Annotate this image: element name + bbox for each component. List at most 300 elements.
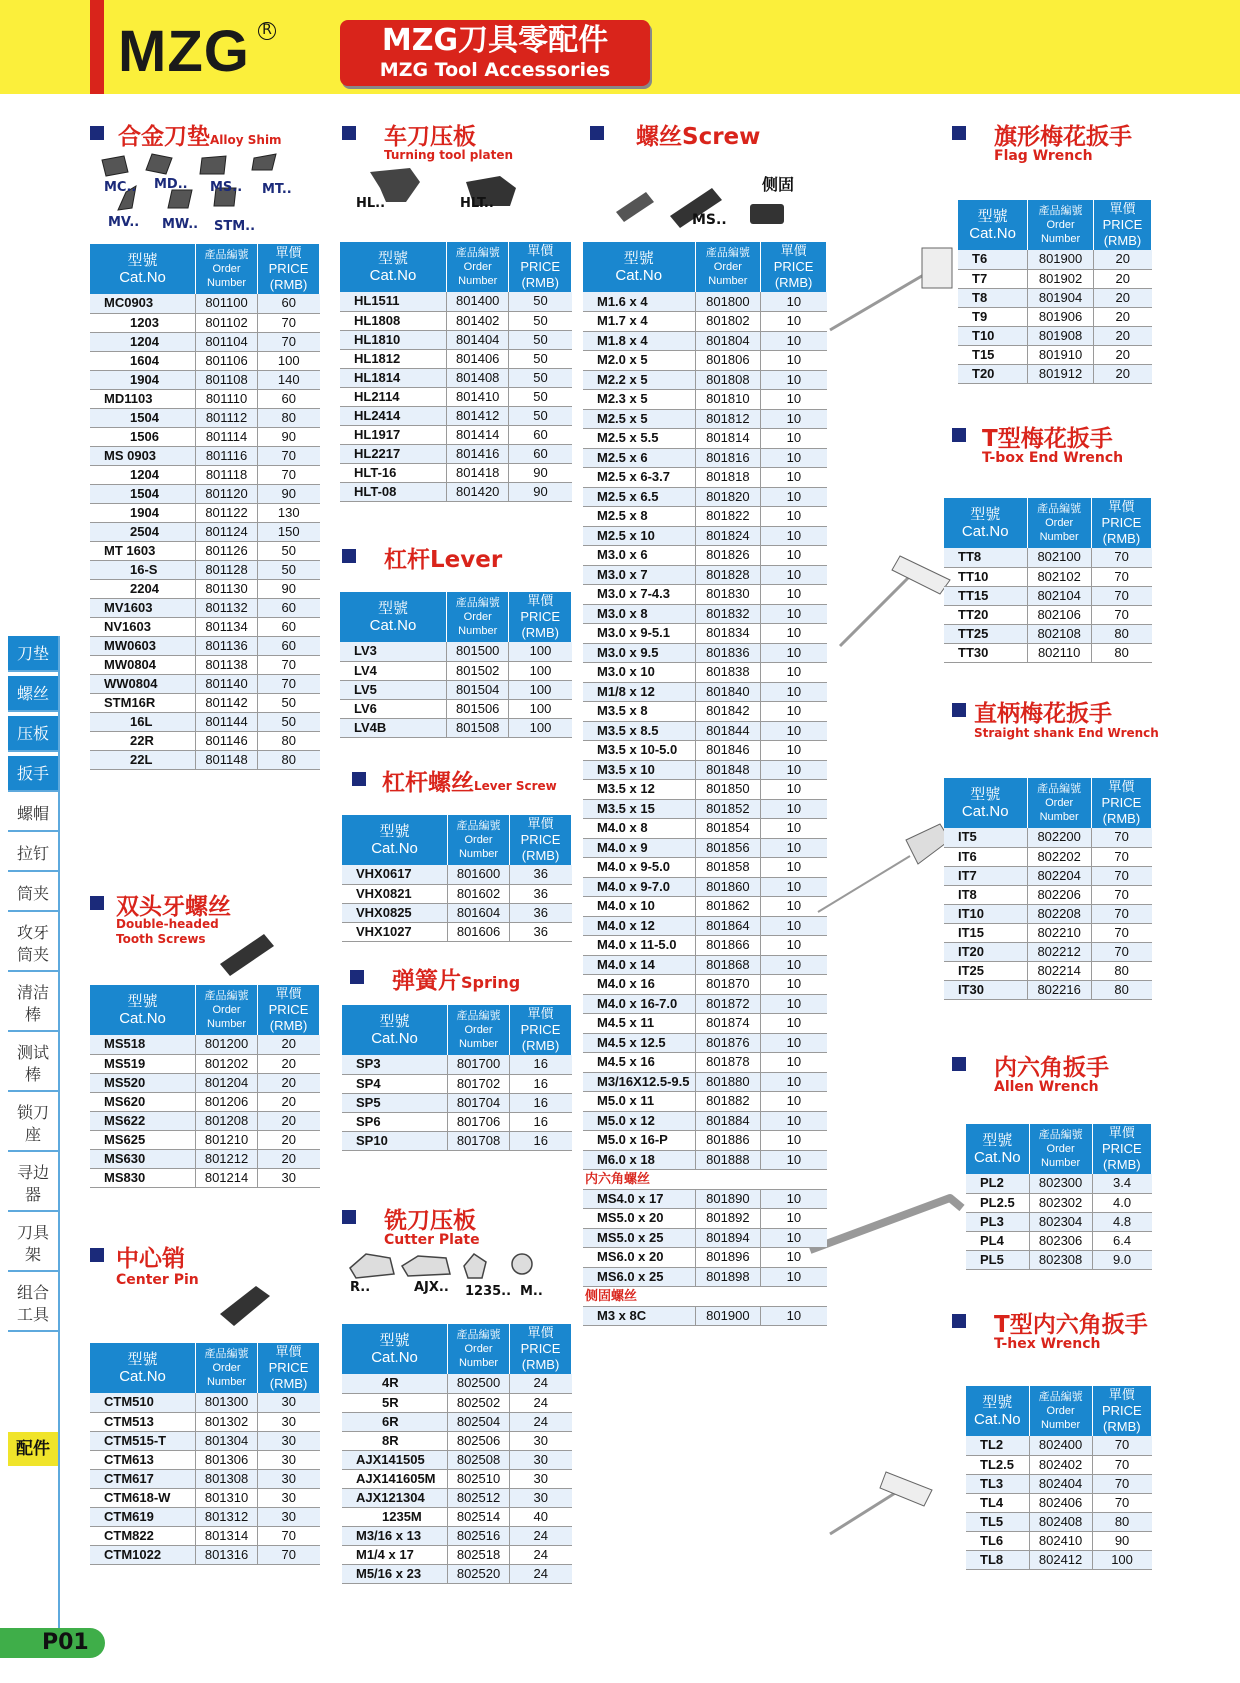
cell-order-number: 801862 <box>695 897 761 917</box>
cell-order-number: 802216 <box>1027 980 1091 999</box>
cell-cat-no: TT15 <box>944 586 1027 605</box>
table-row <box>583 409 827 429</box>
table-row <box>583 1248 827 1268</box>
table-row <box>583 1014 827 1034</box>
cell-cat-no: LV3 <box>340 642 446 661</box>
cell-price: 10 <box>761 916 827 936</box>
cell-cat-no: M3.5 x 12 <box>583 780 695 800</box>
cell-cat-no: 22L <box>90 750 196 769</box>
thex-wrench-image <box>820 1450 960 1540</box>
thex-wrench-table <box>966 1386 1152 1570</box>
cell-cat-no: AJX141505 <box>342 1450 448 1469</box>
cell-cat-no: M2.5 x 5 <box>583 409 695 429</box>
cell-cat-no: HLT-16 <box>340 463 446 482</box>
cell-cat-no: MW0603 <box>90 636 196 655</box>
cell-cat-no: VHX0825 <box>342 903 448 922</box>
cell-cat-no: HL2414 <box>340 406 446 425</box>
table-subheader-row <box>583 1170 827 1190</box>
table-row <box>583 819 827 839</box>
table-row <box>583 1267 827 1287</box>
table-row <box>583 1189 827 1209</box>
sidebar-item[interactable]: 扳手 <box>8 756 58 792</box>
cell-price: 10 <box>761 721 827 741</box>
cell-cat-no: IT15 <box>944 923 1027 942</box>
table-row <box>583 741 827 761</box>
table-row <box>583 799 827 819</box>
table-row <box>583 565 827 585</box>
cell-price: 30 <box>258 1469 320 1488</box>
brand-logo: MZG <box>118 19 250 84</box>
sidebar-item[interactable]: 组合 工具 <box>8 1276 58 1332</box>
cell-order-number: 801410 <box>446 387 509 406</box>
cell-price: 100 <box>509 718 572 737</box>
table-row <box>583 838 827 858</box>
alloy-shim-title-en: Alloy Shim <box>210 133 282 147</box>
cell-price: 10 <box>761 624 827 644</box>
cell-order-number: 801904 <box>1028 288 1094 307</box>
cell-cat-no: MT 1603 <box>90 541 196 560</box>
cell-cat-no: SP6 <box>342 1112 448 1131</box>
table-row <box>340 680 572 699</box>
table-row <box>90 427 320 446</box>
cell-price: 10 <box>761 799 827 819</box>
cell-order-number: 801418 <box>446 463 509 482</box>
section-bullet <box>342 126 356 140</box>
table-header-row <box>340 242 572 292</box>
cell-order-number: 801880 <box>695 1072 761 1092</box>
cell-cat-no: CTM617 <box>90 1469 196 1488</box>
cell-price: 10 <box>761 1209 827 1229</box>
sidebar-item[interactable]: 寻边 器 <box>8 1156 58 1212</box>
cell-price: 10 <box>761 975 827 995</box>
header-cat-no: 型號 Cat.No <box>342 1005 448 1055</box>
cell-cat-no: HL2217 <box>340 444 446 463</box>
cell-order-number: 801502 <box>446 661 509 680</box>
cell-cat-no: SP5 <box>342 1093 448 1112</box>
cell-cat-no: T15 <box>958 345 1028 364</box>
section-bullet <box>952 1314 966 1328</box>
cell-cat-no: CTM619 <box>90 1507 196 1526</box>
table-row <box>944 866 1152 885</box>
cell-order-number: 801888 <box>695 1150 761 1170</box>
cutter-plate-title-cn: 铣刀压板 <box>384 1208 476 1234</box>
cell-price: 70 <box>1091 904 1151 923</box>
table-row <box>342 1374 572 1393</box>
cell-price: 10 <box>761 682 827 702</box>
cell-price: 70 <box>1091 605 1151 624</box>
cell-order-number: 801826 <box>695 546 761 566</box>
tbox-wrench-title-cn: T型梅花扳手 <box>982 426 1113 452</box>
cell-order-number: 801602 <box>448 884 510 903</box>
cell-price: 10 <box>761 1150 827 1170</box>
table-row <box>583 624 827 644</box>
cell-order-number: 802512 <box>448 1488 510 1507</box>
cell-cat-no: AJX121304 <box>342 1488 448 1507</box>
table-row <box>583 877 827 897</box>
cell-cat-no: T7 <box>958 269 1028 288</box>
cell-price: 4.0 <box>1092 1193 1151 1212</box>
cell-order-number: 801102 <box>196 313 258 332</box>
cell-order-number: 802212 <box>1027 942 1091 961</box>
sidebar-item[interactable]: 筒夹 <box>8 876 58 912</box>
sidebar-item[interactable]: 刀具 架 <box>8 1216 58 1272</box>
cell-cat-no: MS5.0 x 20 <box>583 1209 695 1229</box>
center-pin-title-en: Center Pin <box>116 1272 199 1288</box>
cell-cat-no: IT30 <box>944 980 1027 999</box>
cell-order-number: 801906 <box>1028 307 1094 326</box>
table-row <box>90 465 320 484</box>
cell-price: 70 <box>1091 548 1151 567</box>
table-row <box>958 307 1152 326</box>
cell-order-number: 801806 <box>695 351 761 371</box>
cell-price: 24 <box>510 1374 572 1393</box>
cell-price: 10 <box>761 1033 827 1053</box>
cell-cat-no: M3/16 x 13 <box>342 1526 448 1545</box>
cell-order-number: 801110 <box>196 389 258 408</box>
cell-price: 50 <box>258 560 320 579</box>
table-row <box>342 1469 572 1488</box>
cell-price: 10 <box>761 643 827 663</box>
table-row <box>583 604 827 624</box>
cell-price: 70 <box>258 332 320 351</box>
cell-cat-no: MD1103 <box>90 389 196 408</box>
cell-cat-no: M6.0 x 18 <box>583 1150 695 1170</box>
sidebar-item[interactable]: 锁刀 座 <box>8 1096 58 1152</box>
cell-price: 90 <box>258 484 320 503</box>
cell-order-number: 801810 <box>695 390 761 410</box>
cell-cat-no: TL8 <box>966 1550 1029 1569</box>
table-header-row <box>966 1386 1152 1436</box>
cell-price: 90 <box>1092 1531 1151 1550</box>
cell-cat-no: M2.5 x 10 <box>583 526 695 546</box>
cell-order-number: 801140 <box>196 674 258 693</box>
cell-order-number: 801900 <box>695 1306 761 1326</box>
table-row <box>583 526 827 546</box>
cell-order-number: 801126 <box>196 541 258 560</box>
cell-price: 10 <box>761 1072 827 1092</box>
table-row <box>90 1149 320 1168</box>
turning-platen-title-cn: 车刀压板 <box>384 124 476 150</box>
header-cat-no: 型號 Cat.No <box>958 200 1028 250</box>
cell-price: 20 <box>1093 326 1151 345</box>
table-row <box>340 482 572 501</box>
table-row <box>340 368 572 387</box>
cell-price: 10 <box>761 1189 827 1209</box>
cell-order-number: 801314 <box>196 1526 258 1545</box>
cell-order-number: 802210 <box>1027 923 1091 942</box>
cell-price: 10 <box>761 331 827 351</box>
header-order-number: 產品編號 Order Number <box>446 242 509 292</box>
header-order-number: 產品編號 Order Number <box>446 592 509 642</box>
cell-cat-no: M4.5 x 11 <box>583 1014 695 1034</box>
sidebar-item[interactable]: 螺帽 <box>8 796 58 832</box>
table-row <box>583 1131 827 1151</box>
cell-order-number: 801802 <box>695 312 761 332</box>
cell-order-number: 801114 <box>196 427 258 446</box>
cell-cat-no: M4.0 x 16-7.0 <box>583 994 695 1014</box>
table-row <box>966 1550 1152 1569</box>
alloy-shim-table <box>90 244 320 770</box>
tbox-wrench-table <box>944 498 1152 663</box>
cell-price: 90 <box>258 427 320 446</box>
cell-price: 36 <box>510 865 572 884</box>
table-header-row <box>90 244 320 294</box>
table-row <box>583 1306 827 1326</box>
cell-order-number: 801858 <box>695 858 761 878</box>
section-bullet <box>342 1210 356 1224</box>
cell-order-number: 801896 <box>695 1248 761 1268</box>
table-row <box>90 1526 320 1545</box>
cell-price: 70 <box>1091 923 1151 942</box>
cell-cat-no: TL4 <box>966 1493 1029 1512</box>
shim-label-md: MD.. <box>154 177 188 192</box>
shim-label-mt: MT.. <box>262 182 292 197</box>
cell-price: 80 <box>258 750 320 769</box>
cell-price: 40 <box>510 1507 572 1526</box>
cell-cat-no: MS518 <box>90 1035 196 1054</box>
cell-cat-no: SP4 <box>342 1074 448 1093</box>
sidebar-item[interactable]: 刀垫 <box>8 636 58 672</box>
cell-cat-no: LV4B <box>340 718 446 737</box>
table-header-row <box>90 985 320 1035</box>
straight-wrench-table <box>944 778 1152 1000</box>
sidebar-item[interactable]: 拉钉 <box>8 836 58 872</box>
table-row <box>944 904 1152 923</box>
header-order-number: 產品編號 Order Number <box>1028 200 1094 250</box>
cell-price: 60 <box>509 444 572 463</box>
cell-price: 70 <box>1091 828 1151 847</box>
cell-price: 10 <box>761 858 827 878</box>
cell-cat-no: TT10 <box>944 567 1027 586</box>
table-row <box>958 326 1152 345</box>
cell-cat-no: M3.0 x 9.5 <box>583 643 695 663</box>
cell-cat-no: T9 <box>958 307 1028 326</box>
cell-order-number: 801854 <box>695 819 761 839</box>
cell-cat-no: IT10 <box>944 904 1027 923</box>
tbox-wrench-title-en: T-box End Wrench <box>982 450 1124 466</box>
lever-screw-title-cn: 杠杆螺丝 <box>382 770 474 796</box>
table-row <box>583 487 827 507</box>
cell-price: 10 <box>761 585 827 605</box>
cell-order-number: 801812 <box>695 409 761 429</box>
cell-price: 130 <box>258 503 320 522</box>
table-row <box>90 389 320 408</box>
table-row <box>583 507 827 527</box>
cell-price: 80 <box>258 731 320 750</box>
cell-cat-no: MS520 <box>90 1073 196 1092</box>
cell-price: 10 <box>761 292 827 312</box>
cell-price: 10 <box>761 760 827 780</box>
allen-wrench-title-en: Allen Wrench <box>994 1079 1099 1095</box>
table-row <box>90 1507 320 1526</box>
table-row <box>583 292 827 312</box>
table-row <box>90 1450 320 1469</box>
cell-cat-no: MV1603 <box>90 598 196 617</box>
table-row <box>583 682 827 702</box>
sidebar-line <box>58 636 60 1636</box>
cell-order-number: 801214 <box>196 1168 258 1187</box>
table-row <box>90 370 320 389</box>
header-price: 單價 PRICE (RMB) <box>1092 1124 1151 1174</box>
cell-price: 60 <box>509 425 572 444</box>
cell-price: 24 <box>510 1526 572 1545</box>
table-row <box>342 1431 572 1450</box>
cell-cat-no: HL1808 <box>340 311 446 330</box>
lever-table <box>340 592 572 738</box>
cell-order-number: 801820 <box>695 487 761 507</box>
cell-order-number: 802404 <box>1029 1474 1092 1493</box>
sidebar-item[interactable]: 攻牙 筒夹 <box>8 916 58 972</box>
subheader-hex-screw: 内六角螺丝 <box>583 1170 827 1190</box>
cell-order-number: 801828 <box>695 565 761 585</box>
cell-order-number: 802202 <box>1027 847 1091 866</box>
cell-cat-no: LV5 <box>340 680 446 699</box>
table-row <box>342 1545 572 1564</box>
table-row <box>966 1493 1152 1512</box>
screw-label-ms: MS.. <box>692 212 727 228</box>
cell-cat-no: 1204 <box>90 465 196 484</box>
table-row <box>583 975 827 995</box>
table-row <box>342 1507 572 1526</box>
table-row <box>90 1054 320 1073</box>
table-row <box>583 1033 827 1053</box>
section-title-spring <box>392 962 520 995</box>
cell-order-number: 801834 <box>695 624 761 644</box>
table-row <box>90 655 320 674</box>
cutter-plate-title-en: Cutter Plate <box>384 1232 480 1248</box>
spring-table <box>342 1005 572 1151</box>
section-bullet <box>342 549 356 563</box>
table-row <box>90 617 320 636</box>
cell-price: 10 <box>761 312 827 332</box>
cell-cat-no: CTM515-T <box>90 1431 196 1450</box>
cell-order-number: 801842 <box>695 702 761 722</box>
cell-order-number: 801414 <box>446 425 509 444</box>
header-order-number: 產品編號 Order Number <box>196 1343 258 1393</box>
table-row <box>583 351 827 371</box>
cell-order-number: 801886 <box>695 1131 761 1151</box>
cell-order-number: 801866 <box>695 936 761 956</box>
cell-cat-no: T10 <box>958 326 1028 345</box>
cell-cat-no: HL1917 <box>340 425 446 444</box>
sidebar-item[interactable]: 测试 棒 <box>8 1036 58 1092</box>
turning-platen-image <box>350 162 530 222</box>
table-row <box>958 288 1152 307</box>
cell-price: 90 <box>509 463 572 482</box>
header-cat-no: 型號 Cat.No <box>583 242 695 292</box>
header-price: 單價 PRICE (RMB) <box>510 1324 572 1374</box>
sidebar-item-active[interactable]: 配件 <box>8 1432 58 1466</box>
section-title-alloy-shim <box>118 118 282 151</box>
cell-price: 50 <box>509 292 572 311</box>
table-row <box>90 294 320 313</box>
cell-order-number: 801130 <box>196 579 258 598</box>
sidebar-item[interactable]: 螺丝 <box>8 676 58 712</box>
cell-cat-no: VHX1027 <box>342 922 448 941</box>
cell-price: 10 <box>761 663 827 683</box>
cell-price: 10 <box>761 565 827 585</box>
section-bullet <box>90 896 104 910</box>
cell-price: 70 <box>258 674 320 693</box>
cell-order-number: 802520 <box>448 1564 510 1583</box>
header-price: 單價 PRICE (RMB) <box>1093 200 1151 250</box>
cell-cat-no: LV6 <box>340 699 446 718</box>
cell-cat-no: MS625 <box>90 1130 196 1149</box>
flag-wrench-image <box>820 240 960 340</box>
cell-price: 70 <box>1091 847 1151 866</box>
cell-order-number: 801882 <box>695 1092 761 1112</box>
table-row <box>583 448 827 468</box>
cell-order-number: 801852 <box>695 799 761 819</box>
cell-price: 50 <box>509 406 572 425</box>
cell-order-number: 801300 <box>196 1393 258 1412</box>
cell-order-number: 801206 <box>196 1092 258 1111</box>
cell-order-number: 801400 <box>446 292 509 311</box>
table-header-row <box>583 242 827 292</box>
cell-order-number: 801134 <box>196 617 258 636</box>
cell-order-number: 801700 <box>448 1055 510 1074</box>
double-headed-title-en1: Double-headed <box>116 917 219 931</box>
cutter-label-m: M.. <box>520 1284 543 1299</box>
cell-cat-no: TL2 <box>966 1436 1029 1455</box>
table-row <box>342 1055 572 1074</box>
flag-wrench-title-cn: 旗形梅花扳手 <box>994 124 1132 150</box>
shim-label-mc: MC.. <box>104 180 137 195</box>
cell-order-number: 801844 <box>695 721 761 741</box>
table-header-row <box>958 200 1152 250</box>
cell-price: 70 <box>1092 1436 1151 1455</box>
cell-cat-no: M5.0 x 11 <box>583 1092 695 1112</box>
cell-cat-no: CTM822 <box>90 1526 196 1545</box>
cell-order-number: 801120 <box>196 484 258 503</box>
cell-price: 20 <box>258 1130 320 1149</box>
cell-order-number: 801138 <box>196 655 258 674</box>
sidebar-item[interactable]: 清洁 棒 <box>8 976 58 1032</box>
table-row <box>966 1455 1152 1474</box>
table-row <box>90 1431 320 1450</box>
cell-order-number: 801884 <box>695 1111 761 1131</box>
cell-price: 36 <box>510 903 572 922</box>
cell-price: 10 <box>761 1228 827 1248</box>
cell-cat-no: PL2 <box>966 1174 1029 1193</box>
cell-price: 30 <box>510 1488 572 1507</box>
header-price: 單價 PRICE (RMB) <box>761 242 827 292</box>
double-headed-table <box>90 985 320 1188</box>
table-row <box>966 1250 1152 1269</box>
cell-price: 60 <box>258 598 320 617</box>
cell-price: 10 <box>761 819 827 839</box>
cell-cat-no: M3.5 x 8 <box>583 702 695 722</box>
table-header-row <box>342 815 572 865</box>
table-row <box>90 1412 320 1431</box>
page-title-en: MZG Tool Accessories <box>379 59 611 81</box>
cell-price: 10 <box>761 487 827 507</box>
cell-price: 70 <box>1091 586 1151 605</box>
cell-cat-no: MW0804 <box>90 655 196 674</box>
cell-price: 30 <box>258 1507 320 1526</box>
table-row <box>583 331 827 351</box>
sidebar-item[interactable]: 压板 <box>8 716 58 752</box>
table-row <box>342 1112 572 1131</box>
cell-price: 24 <box>510 1564 572 1583</box>
cell-price: 50 <box>258 693 320 712</box>
header-order-number: 產品編號 Order Number <box>1029 1386 1092 1436</box>
cell-price: 140 <box>258 370 320 389</box>
cell-cat-no: IT8 <box>944 885 1027 904</box>
cell-price: 50 <box>509 311 572 330</box>
cell-order-number: 801872 <box>695 994 761 1014</box>
cell-order-number: 802204 <box>1027 866 1091 885</box>
